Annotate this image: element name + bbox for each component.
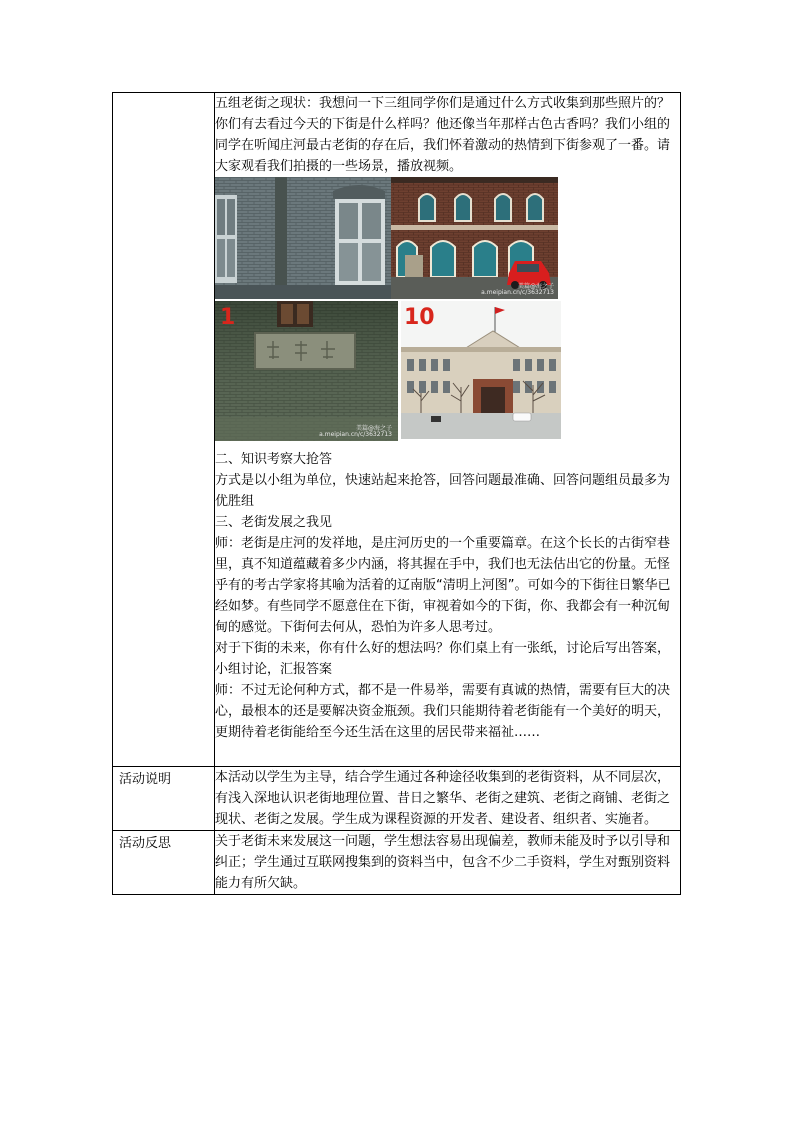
- section-2-title: 二、知识考察大抢答: [215, 452, 333, 467]
- section-3-paragraph-2: 对于下街的未来，你有什么好的想法吗？你们桌上有一张纸，讨论后写出答案，小组讨论，汇报答案: [215, 641, 671, 677]
- section-3-paragraph-3: 师：不过无论何种方式，都不是一件易举，需要有真诚的热情，需要有巨大的决心，最根本的还是要解决资金瓶颈。我们只能期待着老街能有一个美好的明天，更期待着老街能给至今还生活在这里的居民带来福祉……: [215, 683, 671, 740]
- stone-plaque-photo: [215, 301, 398, 441]
- photo-watermark: 美篇@海之子 a.meipian.cn/c/3632713: [319, 425, 392, 438]
- activity-content-row: [113, 93, 681, 767]
- street-status-paragraph: 五组老街之现状：我想问一下三组同学你们是通过什么方式收集到那些照片的？你们有去看过今天的下街是什么样吗？他还像当年那样古色古香吗？我们小组的同学在听闻庄河最古老街的存在后，我们怀着激动的热情到下街参观了一番。请大家观看我们拍摄的一些场景，播放视频。: [215, 96, 671, 174]
- photo-grid: [215, 177, 575, 447]
- activity-description-label: 活动说明: [119, 772, 172, 787]
- photo-number-label: 1: [220, 305, 236, 330]
- activity-table: [112, 92, 681, 895]
- activity-description-row: [113, 767, 681, 831]
- activity-description-label-cell: [113, 767, 215, 831]
- activity-reflection-row: [113, 831, 681, 895]
- activity-reflection-cell: [215, 831, 681, 895]
- photo-watermark: 美篇@海之子 a.meipian.cn/c/3632713: [481, 283, 554, 296]
- section-3-title: 三、老街发展之我见: [215, 515, 333, 530]
- section-2-text: 方式是以小组为单位，快速站起来抢答，回答问题最准确、回答问题组员最多为优胜组: [215, 473, 671, 509]
- brick-windows-photo: [215, 177, 391, 299]
- empty-label-cell: [113, 93, 215, 767]
- activity-reflection-label-cell: [113, 831, 215, 895]
- activity-description-cell: [215, 767, 681, 831]
- building-flag-photo: [401, 301, 561, 439]
- photo-number-label: 10: [404, 305, 435, 330]
- activity-content-cell: [215, 93, 681, 767]
- section-3-paragraph-1: 师：老街是庄河的发祥地，是庄河历史的一个重要篇章。在这个长长的古街窄巷里，真不知道蕴藏着多少内涵，将其握在手中，我们也无法估出它的份量。无怪乎有的考古学家将其喻为活着的辽南版“清明上河图”。可如今的下街往日繁华已经如梦。有些同学不愿意住在下街，审视着如今的下街，你、我都会有一种沉甸甸的感觉。下街何去何从，恐怕为许多人思考过。: [215, 536, 671, 635]
- activity-reflection-text: 关于老街未来发展这一问题，学生想法容易出现偏差，教师未能及时予以引导和纠正；学生通过互联网搜集到的资料当中，包含不少二手资料，学生对甄别资料能力有所欠缺。: [215, 834, 671, 891]
- activity-description-text: 本活动以学生为主导，结合学生通过各种途径收集到的老街资料，从不同层次，有浅入深地认识老街地理位置、昔日之繁华、老街之建筑、老街之商铺、老街之现状、老街之发展。学生成为课程资源的开发者、建设者、组织者、实施者。: [215, 770, 671, 827]
- street-facade-photo: [391, 177, 558, 299]
- activity-reflection-label: 活动反思: [119, 836, 172, 851]
